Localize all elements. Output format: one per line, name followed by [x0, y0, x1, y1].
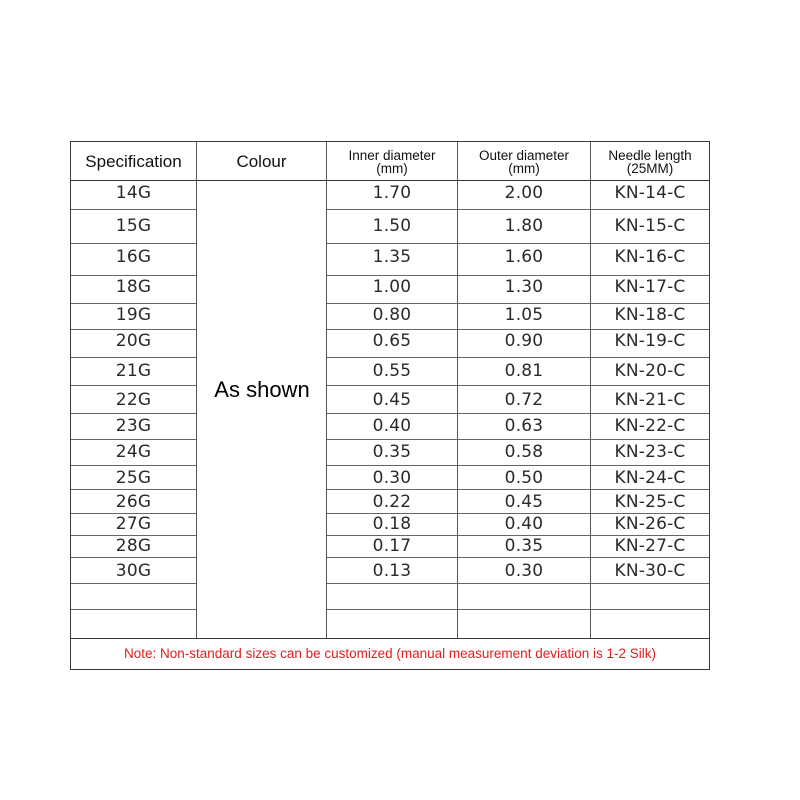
row-outer-diameter: 2.00	[504, 183, 544, 203]
row-spec: 22G	[115, 390, 152, 410]
header-outer-line1: Outer diameter	[478, 147, 570, 163]
row-outer-diameter: 0.45	[504, 492, 544, 512]
header-specification	[71, 142, 196, 181]
row-divider	[327, 303, 457, 304]
row-spec: 18G	[115, 277, 152, 297]
row-divider	[591, 209, 709, 210]
header-inner-line1: Inner diameter	[348, 147, 436, 163]
row-divider	[71, 583, 196, 584]
row-divider	[327, 209, 457, 210]
row-divider	[327, 489, 457, 490]
row-outer-diameter: 0.90	[504, 331, 544, 351]
row-divider	[591, 465, 709, 466]
row-divider	[71, 609, 196, 610]
row-inner-diameter: 1.70	[372, 183, 412, 203]
row-inner-diameter: 0.65	[372, 331, 412, 351]
spec-table	[70, 141, 710, 670]
row-spec: 20G	[115, 331, 152, 351]
row-divider	[458, 465, 590, 466]
row-outer-diameter: 0.63	[504, 416, 544, 436]
row-inner-diameter: 0.40	[372, 416, 412, 436]
row-divider	[71, 243, 196, 244]
row-divider	[71, 303, 196, 304]
row-needle-code: KN-27-C	[614, 536, 686, 556]
row-spec: 24G	[115, 442, 152, 462]
row-needle-code: KN-18-C	[614, 305, 686, 325]
row-divider	[591, 489, 709, 490]
row-inner-diameter: 0.17	[372, 536, 412, 556]
row-divider	[458, 275, 590, 276]
row-outer-diameter: 0.81	[504, 361, 544, 381]
colour-value: As shown	[214, 377, 310, 402]
row-spec: 23G	[115, 416, 152, 436]
row-divider	[458, 209, 590, 210]
header-inner-diameter	[327, 142, 457, 181]
row-outer-diameter: 0.30	[504, 561, 544, 581]
row-spec: 14G	[115, 183, 152, 203]
row-divider	[327, 609, 457, 610]
row-divider	[458, 385, 590, 386]
row-spec: 28G	[115, 536, 152, 556]
column-divider	[196, 142, 197, 639]
row-outer-diameter: 1.80	[504, 216, 544, 236]
row-needle-code: KN-20-C	[614, 361, 686, 381]
row-needle-code: KN-21-C	[614, 390, 686, 410]
row-spec: 25G	[115, 468, 152, 488]
row-inner-diameter: 0.45	[372, 390, 412, 410]
row-needle-code: KN-22-C	[614, 416, 686, 436]
row-inner-diameter: 1.00	[372, 277, 412, 297]
row-divider	[327, 583, 457, 584]
row-outer-diameter: 1.60	[504, 247, 544, 267]
row-inner-diameter: 0.22	[372, 492, 412, 512]
row-spec: 30G	[115, 561, 152, 581]
row-spec: 19G	[115, 305, 152, 325]
header-needle-line1: Needle length	[608, 147, 692, 163]
row-needle-code: KN-16-C	[614, 247, 686, 267]
row-inner-diameter: 0.55	[372, 361, 412, 381]
row-divider	[327, 243, 457, 244]
row-divider	[327, 329, 457, 330]
row-outer-diameter: 0.35	[504, 536, 544, 556]
row-needle-code: KN-15-C	[614, 216, 686, 236]
row-outer-diameter: 0.72	[504, 390, 544, 410]
row-divider	[591, 275, 709, 276]
row-divider	[71, 385, 196, 386]
row-inner-diameter: 0.80	[372, 305, 412, 325]
row-divider	[327, 385, 457, 386]
row-divider	[71, 489, 196, 490]
row-divider	[327, 357, 457, 358]
row-divider	[458, 609, 590, 610]
row-divider	[71, 557, 196, 558]
header-colour	[197, 142, 326, 181]
row-needle-code: KN-25-C	[614, 492, 686, 512]
row-divider	[327, 439, 457, 440]
row-inner-diameter: 1.35	[372, 247, 412, 267]
row-divider	[458, 439, 590, 440]
row-needle-code: KN-23-C	[614, 442, 686, 462]
row-divider	[591, 439, 709, 440]
row-needle-code: KN-14-C	[614, 183, 686, 203]
row-divider	[71, 275, 196, 276]
row-needle-code: KN-24-C	[614, 468, 686, 488]
row-needle-code: KN-17-C	[614, 277, 686, 297]
header-inner-line2: (mm)	[376, 160, 408, 176]
row-spec: 27G	[115, 514, 152, 534]
note-text: Note: Non-standard sizes can be customized (manual measurement deviation is 1-2 Silk)	[124, 646, 656, 661]
row-divider	[71, 209, 196, 210]
row-spec: 21G	[115, 361, 152, 381]
row-divider	[458, 489, 590, 490]
row-divider	[71, 329, 196, 330]
row-divider	[327, 275, 457, 276]
row-divider	[71, 413, 196, 414]
row-divider	[591, 609, 709, 610]
header-needle-length	[591, 142, 709, 181]
row-divider	[591, 357, 709, 358]
row-divider	[458, 243, 590, 244]
row-needle-code: KN-30-C	[614, 561, 686, 581]
row-divider	[458, 357, 590, 358]
row-divider	[591, 243, 709, 244]
row-divider	[591, 583, 709, 584]
row-spec: 16G	[115, 247, 152, 267]
row-outer-diameter: 0.50	[504, 468, 544, 488]
row-divider	[327, 465, 457, 466]
row-divider	[71, 439, 196, 440]
row-divider	[327, 557, 457, 558]
row-divider	[458, 329, 590, 330]
row-inner-diameter: 0.18	[372, 514, 412, 534]
row-inner-diameter: 0.13	[372, 561, 412, 581]
row-divider	[71, 357, 196, 358]
header-specification-label: Specification	[85, 152, 182, 171]
row-outer-diameter: 1.05	[504, 305, 544, 325]
row-divider	[458, 303, 590, 304]
row-divider	[591, 385, 709, 386]
row-inner-diameter: 1.50	[372, 216, 412, 236]
row-divider	[591, 557, 709, 558]
row-divider	[458, 557, 590, 558]
row-divider	[591, 413, 709, 414]
row-divider	[458, 413, 590, 414]
row-outer-diameter: 0.58	[504, 442, 544, 462]
row-inner-diameter: 0.30	[372, 468, 412, 488]
row-divider	[71, 465, 196, 466]
row-spec: 26G	[115, 492, 152, 512]
row-needle-code: KN-26-C	[614, 514, 686, 534]
row-inner-diameter: 0.35	[372, 442, 412, 462]
row-outer-diameter: 0.40	[504, 514, 544, 534]
row-divider	[591, 303, 709, 304]
row-spec: 15G	[115, 216, 152, 236]
header-needle-line2: (25MM)	[626, 160, 674, 176]
header-outer-diameter	[458, 142, 590, 181]
header-colour-label: Colour	[236, 152, 287, 171]
row-divider	[458, 583, 590, 584]
row-divider	[327, 413, 457, 414]
row-divider	[591, 329, 709, 330]
row-outer-diameter: 1.30	[504, 277, 544, 297]
row-needle-code: KN-19-C	[614, 331, 686, 351]
header-outer-line2: (mm)	[508, 160, 540, 176]
